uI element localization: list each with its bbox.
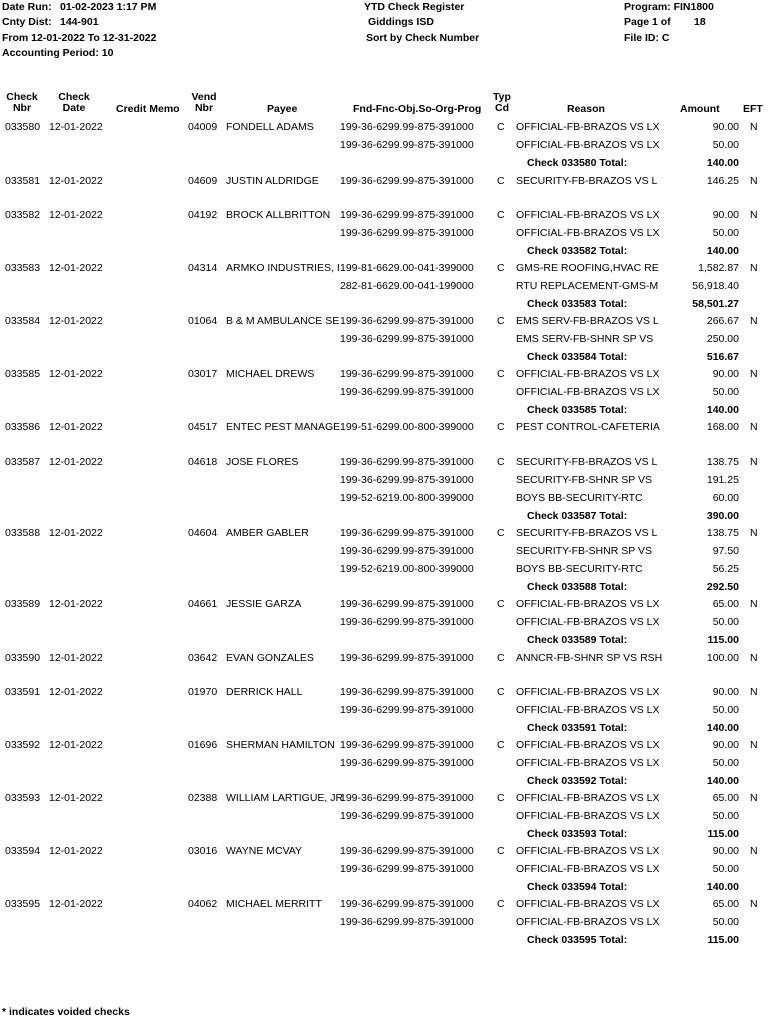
check-number: 033590 bbox=[5, 652, 41, 664]
reason-text: SECURITY-FB-SHNR SP VS bbox=[516, 545, 652, 557]
check-number: 033585 bbox=[5, 368, 41, 380]
vendor-number: 04604 bbox=[188, 527, 218, 539]
eft-flag: N bbox=[750, 368, 758, 380]
account-code: 199-36-6299.99-875-391000 bbox=[340, 810, 474, 822]
line-amount: 50.00 bbox=[712, 704, 739, 716]
reason-text: GMS-RE ROOFING,HVAC RE bbox=[516, 262, 659, 274]
payee-name: JESSIE GARZA bbox=[226, 598, 302, 610]
eft-flag: N bbox=[750, 209, 758, 221]
type-code: C bbox=[497, 262, 505, 274]
reason-text: OFFICIAL-FB-BRAZOS VS LX bbox=[516, 863, 660, 875]
line-amount: 191.25 bbox=[706, 474, 739, 486]
payee-name: B & M AMBULANCE SE bbox=[226, 315, 340, 327]
eft-flag: N bbox=[750, 456, 758, 468]
date-run-label: Date Run: bbox=[2, 1, 52, 13]
check-total-label: Check 033594 Total: bbox=[527, 881, 628, 893]
account-code: 199-36-6299.99-875-391000 bbox=[340, 863, 474, 875]
account-code: 199-36-6299.99-875-391000 bbox=[340, 792, 474, 804]
check-total-amount: 516.67 bbox=[706, 351, 739, 363]
vendor-number: 02388 bbox=[188, 792, 218, 804]
payee-name: JUSTIN ALDRIDGE bbox=[226, 175, 319, 187]
reason-text: OFFICIAL-FB-BRAZOS VS LX bbox=[516, 227, 660, 239]
col-credit-memo: Credit Memo bbox=[116, 103, 180, 115]
account-code: 199-36-6299.99-875-391000 bbox=[340, 474, 474, 486]
payee-name: DERRICK HALL bbox=[226, 686, 303, 698]
type-code: C bbox=[497, 652, 505, 664]
check-total-label: Check 033592 Total: bbox=[527, 775, 628, 787]
check-date: 12-01-2022 bbox=[49, 792, 103, 804]
check-date: 12-01-2022 bbox=[49, 527, 103, 539]
payee-name: WAYNE MCVAY bbox=[226, 845, 303, 857]
account-code: 199-36-6299.99-875-391000 bbox=[340, 704, 474, 716]
line-amount: 90.00 bbox=[712, 739, 739, 751]
check-total-amount: 140.00 bbox=[706, 245, 739, 257]
account-code: 199-52-6219.00-800-399000 bbox=[340, 492, 474, 504]
account-code: 199-36-6299.99-875-391000 bbox=[340, 686, 474, 698]
type-code: C bbox=[497, 121, 505, 133]
reason-text: BOYS BB-SECURITY-RTC bbox=[516, 492, 643, 504]
vendor-number: 03642 bbox=[188, 652, 218, 664]
vendor-number: 03017 bbox=[188, 368, 218, 380]
reason-text: OFFICIAL-FB-BRAZOS VS LX bbox=[516, 686, 660, 698]
check-date: 12-01-2022 bbox=[49, 845, 103, 857]
eft-flag: N bbox=[750, 121, 758, 133]
check-number: 033592 bbox=[5, 739, 41, 751]
col-vend-nbr-top: Vend bbox=[191, 91, 217, 103]
account-code: 199-36-6299.99-875-391000 bbox=[340, 545, 474, 557]
type-code: C bbox=[497, 686, 505, 698]
check-date: 12-01-2022 bbox=[49, 209, 103, 221]
eft-flag: N bbox=[750, 686, 758, 698]
line-amount: 250.00 bbox=[706, 333, 739, 345]
check-date: 12-01-2022 bbox=[49, 652, 103, 664]
line-amount: 60.00 bbox=[712, 492, 739, 504]
line-amount: 50.00 bbox=[712, 616, 739, 628]
col-vend-nbr-bottom: Nbr bbox=[194, 102, 214, 114]
account-code: 199-36-6299.99-875-391000 bbox=[340, 209, 474, 221]
vendor-number: 04517 bbox=[188, 421, 218, 433]
reason-text: RTU REPLACEMENT-GMS-M bbox=[516, 280, 659, 292]
vendor-number: 04192 bbox=[188, 209, 218, 221]
check-total-label: Check 033588 Total: bbox=[527, 581, 628, 593]
reason-text: EMS SERV-FB-BRAZOS VS L bbox=[516, 315, 659, 327]
eft-flag: N bbox=[750, 421, 758, 433]
reason-text: OFFICIAL-FB-BRAZOS VS LX bbox=[516, 616, 660, 628]
account-code: 199-36-6299.99-875-391000 bbox=[340, 456, 474, 468]
check-total-amount: 115.00 bbox=[707, 634, 739, 646]
account-code: 199-36-6299.99-875-391000 bbox=[340, 386, 474, 398]
check-total-amount: 140.00 bbox=[706, 881, 739, 893]
program-id: Program: FIN1800 bbox=[624, 1, 714, 13]
eft-flag: N bbox=[750, 792, 758, 804]
check-number: 033580 bbox=[5, 121, 41, 133]
reason-text: OFFICIAL-FB-BRAZOS VS LX bbox=[516, 139, 660, 151]
line-amount: 56,918.40 bbox=[692, 280, 739, 292]
voided-footnote: * indicates voided checks bbox=[2, 1006, 130, 1018]
type-code: C bbox=[497, 739, 505, 751]
account-code: 199-36-6299.99-875-391000 bbox=[340, 757, 474, 769]
payee-name: ARMKO INDUSTRIES, I bbox=[226, 262, 340, 274]
reason-text: OFFICIAL-FB-BRAZOS VS LX bbox=[516, 757, 660, 769]
reason-text: SECURITY-FB-SHNR SP VS bbox=[516, 474, 652, 486]
line-amount: 50.00 bbox=[712, 810, 739, 822]
vendor-number: 04314 bbox=[188, 262, 218, 274]
account-code: 199-36-6299.99-875-391000 bbox=[340, 845, 474, 857]
check-date: 12-01-2022 bbox=[49, 262, 103, 274]
type-code: C bbox=[497, 792, 505, 804]
line-amount: 266.67 bbox=[706, 315, 739, 327]
district-name: Giddings ISD bbox=[368, 16, 434, 28]
type-code: C bbox=[497, 598, 505, 610]
account-code: 199-36-6299.99-875-391000 bbox=[340, 598, 474, 610]
line-amount: 100.00 bbox=[706, 652, 739, 664]
payee-name: AMBER GABLER bbox=[226, 527, 309, 539]
check-total-label: Check 033589 Total: bbox=[527, 634, 628, 646]
check-total-amount: 115.00 bbox=[707, 828, 739, 840]
vendor-number: 03016 bbox=[188, 845, 218, 857]
accounting-period: Accounting Period: 10 bbox=[2, 47, 114, 59]
vendor-number: 01696 bbox=[188, 739, 218, 751]
line-amount: 97.50 bbox=[712, 545, 739, 557]
check-total-label: Check 033591 Total: bbox=[527, 722, 628, 734]
check-total-amount: 292.50 bbox=[706, 581, 739, 593]
line-amount: 50.00 bbox=[712, 916, 739, 928]
check-total-label: Check 033580 Total: bbox=[527, 157, 628, 169]
eft-flag: N bbox=[750, 652, 758, 664]
reason-text: OFFICIAL-FB-BRAZOS VS LX bbox=[516, 598, 660, 610]
eft-flag: N bbox=[750, 527, 758, 539]
account-code: 199-36-6299.99-875-391000 bbox=[340, 121, 474, 133]
line-amount: 90.00 bbox=[712, 845, 739, 857]
reason-text: OFFICIAL-FB-BRAZOS VS LX bbox=[516, 368, 660, 380]
payee-name: EVAN GONZALES bbox=[226, 652, 314, 664]
col-check-date-top: Check bbox=[58, 91, 90, 103]
date-range: From 12-01-2022 To 12-31-2022 bbox=[2, 32, 157, 44]
type-code: C bbox=[497, 898, 505, 910]
account-code: 199-36-6299.99-875-391000 bbox=[340, 227, 474, 239]
eft-flag: N bbox=[750, 898, 758, 910]
vendor-number: 04609 bbox=[188, 175, 218, 187]
check-total-label: Check 033587 Total: bbox=[527, 510, 628, 522]
reason-text: ANNCR-FB-SHNR SP VS RSH bbox=[516, 652, 663, 664]
page-label: Page 1 of bbox=[624, 16, 671, 28]
type-code: C bbox=[497, 315, 505, 327]
col-reason: Reason bbox=[567, 103, 605, 115]
check-number: 033589 bbox=[5, 598, 41, 610]
check-number: 033586 bbox=[5, 421, 41, 433]
check-date: 12-01-2022 bbox=[49, 598, 103, 610]
payee-name: WILLIAM LARTIGUE, JR bbox=[226, 792, 344, 804]
col-eft: EFT bbox=[743, 103, 763, 115]
check-total-amount: 140.00 bbox=[706, 722, 739, 734]
reason-text: OFFICIAL-FB-BRAZOS VS LX bbox=[516, 792, 660, 804]
check-date: 12-01-2022 bbox=[49, 739, 103, 751]
reason-text: PEST CONTROL-CAFETERIA bbox=[516, 421, 660, 433]
check-number: 033591 bbox=[5, 686, 41, 698]
account-code: 199-81-6629.00-041-399000 bbox=[340, 262, 474, 274]
line-amount: 50.00 bbox=[712, 757, 739, 769]
line-amount: 65.00 bbox=[712, 598, 739, 610]
account-code: 199-36-6299.99-875-391000 bbox=[340, 652, 474, 664]
col-check-nbr-bottom: Nbr bbox=[12, 102, 32, 114]
reason-text: SECURITY-FB-BRAZOS VS L bbox=[516, 175, 658, 187]
check-total-label: Check 033593 Total: bbox=[527, 828, 628, 840]
reason-text: EMS SERV-FB-SHNR SP VS bbox=[516, 333, 654, 345]
vendor-number: 01064 bbox=[188, 315, 218, 327]
reason-text: OFFICIAL-FB-BRAZOS VS LX bbox=[516, 845, 660, 857]
type-code: C bbox=[497, 175, 505, 187]
payee-name: ENTEC PEST MANAGE bbox=[226, 421, 341, 433]
check-date: 12-01-2022 bbox=[49, 368, 103, 380]
payee-name: SHERMAN HAMILTON bbox=[226, 739, 335, 751]
type-code: C bbox=[497, 368, 505, 380]
vendor-number: 01970 bbox=[188, 686, 218, 698]
line-amount: 50.00 bbox=[712, 139, 739, 151]
cnty-dist: 144-901 bbox=[60, 16, 99, 28]
account-code: 199-36-6299.99-875-391000 bbox=[340, 333, 474, 345]
reason-text: SECURITY-FB-BRAZOS VS L bbox=[516, 456, 658, 468]
check-number: 033581 bbox=[5, 175, 41, 187]
check-number: 033588 bbox=[5, 527, 41, 539]
eft-flag: N bbox=[750, 739, 758, 751]
check-total-label: Check 033583 Total: bbox=[527, 298, 628, 310]
check-total-label: Check 033585 Total: bbox=[527, 404, 628, 416]
check-total-amount: 140.00 bbox=[706, 775, 739, 787]
check-date: 12-01-2022 bbox=[49, 686, 103, 698]
account-code: 199-36-6299.99-875-391000 bbox=[340, 739, 474, 751]
line-amount: 90.00 bbox=[712, 209, 739, 221]
check-date: 12-01-2022 bbox=[49, 421, 103, 433]
line-amount: 65.00 bbox=[712, 898, 739, 910]
line-amount: 56.25 bbox=[712, 563, 739, 575]
reason-text: OFFICIAL-FB-BRAZOS VS LX bbox=[516, 739, 660, 751]
account-code: 199-36-6299.99-875-391000 bbox=[340, 916, 474, 928]
check-total-label: Check 033595 Total: bbox=[527, 934, 628, 946]
account-code: 199-36-6299.99-875-391000 bbox=[340, 527, 474, 539]
page-total: 18 bbox=[694, 16, 706, 28]
reason-text: OFFICIAL-FB-BRAZOS VS LX bbox=[516, 898, 660, 910]
reason-text: OFFICIAL-FB-BRAZOS VS LX bbox=[516, 810, 660, 822]
check-number: 033593 bbox=[5, 792, 41, 804]
account-code: 199-36-6299.99-875-391000 bbox=[340, 368, 474, 380]
line-amount: 146.25 bbox=[706, 175, 739, 187]
file-id: File ID: C bbox=[624, 32, 670, 44]
payee-name: BROCK ALLBRITTON bbox=[226, 209, 331, 221]
check-total-amount: 390.00 bbox=[706, 510, 739, 522]
payee-name: FONDELL ADAMS bbox=[226, 121, 314, 133]
check-total-label: Check 033582 Total: bbox=[527, 245, 628, 257]
line-amount: 1,582.87 bbox=[698, 262, 739, 274]
reason-text: OFFICIAL-FB-BRAZOS VS LX bbox=[516, 386, 660, 398]
vendor-number: 04062 bbox=[188, 898, 218, 910]
line-amount: 90.00 bbox=[712, 368, 739, 380]
type-code: C bbox=[497, 209, 505, 221]
check-total-amount: 140.00 bbox=[706, 404, 739, 416]
account-code: 282-81-6629.00-041-199000 bbox=[340, 280, 474, 292]
account-code: 199-36-6299.99-875-391000 bbox=[340, 898, 474, 910]
line-amount: 90.00 bbox=[712, 121, 739, 133]
eft-flag: N bbox=[750, 175, 758, 187]
check-total-amount: 115.00 bbox=[707, 934, 739, 946]
eft-flag: N bbox=[750, 262, 758, 274]
cnty-dist-label: Cnty Dist: bbox=[2, 16, 52, 28]
col-payee: Payee bbox=[267, 103, 298, 115]
check-date: 12-01-2022 bbox=[49, 175, 103, 187]
check-total-amount: 58,501.27 bbox=[692, 298, 739, 310]
reason-text: SECURITY-FB-BRAZOS VS L bbox=[516, 527, 658, 539]
check-date: 12-01-2022 bbox=[49, 315, 103, 327]
line-amount: 50.00 bbox=[712, 863, 739, 875]
line-amount: 138.75 bbox=[706, 456, 739, 468]
account-code: 199-36-6299.99-875-391000 bbox=[340, 139, 474, 151]
payee-name: MICHAEL DREWS bbox=[226, 368, 315, 380]
col-amount: Amount bbox=[680, 103, 720, 115]
vendor-number: 04618 bbox=[188, 456, 218, 468]
type-code: C bbox=[497, 527, 505, 539]
payee-name: JOSE FLORES bbox=[226, 456, 299, 468]
reason-text: OFFICIAL-FB-BRAZOS VS LX bbox=[516, 121, 660, 133]
eft-flag: N bbox=[750, 598, 758, 610]
reason-text: OFFICIAL-FB-BRAZOS VS LX bbox=[516, 209, 660, 221]
payee-name: MICHAEL MERRITT bbox=[226, 898, 322, 910]
col-typ-cd-top: Typ bbox=[493, 91, 511, 103]
check-number: 033595 bbox=[5, 898, 41, 910]
check-number: 033583 bbox=[5, 262, 41, 274]
report-title: YTD Check Register bbox=[364, 1, 465, 13]
date-run: 01-02-2023 1:17 PM bbox=[60, 1, 157, 13]
check-date: 12-01-2022 bbox=[49, 456, 103, 468]
vendor-number: 04661 bbox=[188, 598, 218, 610]
eft-flag: N bbox=[750, 845, 758, 857]
check-number: 033582 bbox=[5, 209, 41, 221]
type-code: C bbox=[497, 845, 505, 857]
line-amount: 50.00 bbox=[712, 227, 739, 239]
check-date: 12-01-2022 bbox=[49, 898, 103, 910]
line-amount: 138.75 bbox=[706, 527, 739, 539]
check-number: 033587 bbox=[5, 456, 41, 468]
col-account: Fnd-Fnc-Obj.So-Org-Prog bbox=[353, 103, 482, 115]
line-amount: 65.00 bbox=[712, 792, 739, 804]
eft-flag: N bbox=[750, 315, 758, 327]
line-amount: 50.00 bbox=[712, 386, 739, 398]
col-check-date-bottom: Date bbox=[62, 102, 86, 114]
account-code: 199-36-6299.99-875-391000 bbox=[340, 315, 474, 327]
check-total-label: Check 033584 Total: bbox=[527, 351, 628, 363]
check-number: 033594 bbox=[5, 845, 41, 857]
col-check-nbr-top: Check bbox=[6, 91, 38, 103]
account-code: 199-36-6299.99-875-391000 bbox=[340, 175, 474, 187]
check-number: 033584 bbox=[5, 315, 41, 327]
account-code: 199-36-6299.99-875-391000 bbox=[340, 616, 474, 628]
type-code: C bbox=[497, 456, 505, 468]
check-date: 12-01-2022 bbox=[49, 121, 103, 133]
account-code: 199-51-6299.00-800-399000 bbox=[340, 421, 474, 433]
col-typ-cd-bottom: Cd bbox=[495, 102, 509, 114]
reason-text: OFFICIAL-FB-BRAZOS VS LX bbox=[516, 704, 660, 716]
line-amount: 90.00 bbox=[712, 686, 739, 698]
vendor-number: 04009 bbox=[188, 121, 218, 133]
check-total-amount: 140.00 bbox=[706, 157, 739, 169]
sort-order: Sort by Check Number bbox=[366, 32, 480, 44]
account-code: 199-52-6219.00-800-399000 bbox=[340, 563, 474, 575]
line-amount: 168.00 bbox=[706, 421, 739, 433]
reason-text: BOYS BB-SECURITY-RTC bbox=[516, 563, 643, 575]
reason-text: OFFICIAL-FB-BRAZOS VS LX bbox=[516, 916, 660, 928]
type-code: C bbox=[497, 421, 505, 433]
